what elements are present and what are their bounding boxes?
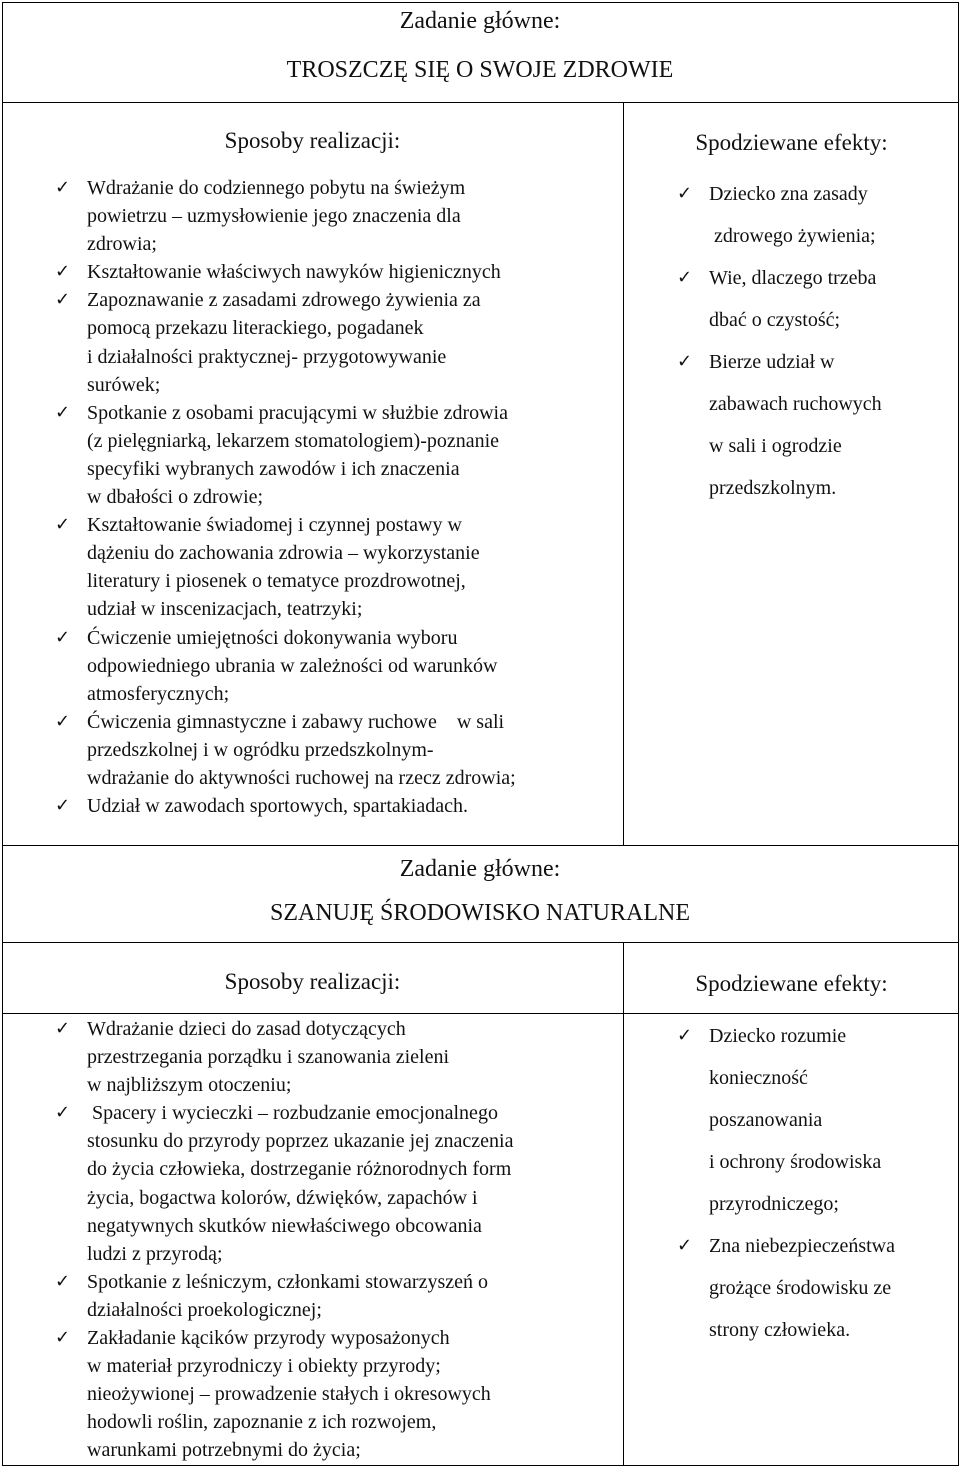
method-item-line: stosunku do przyrody poprzez ukazanie jej znaczenia xyxy=(87,1130,514,1153)
section1-title: TROSZCZĘ SIĘ O SWOJE ZDROWIE xyxy=(286,57,674,83)
method-item-line: Kształtowanie właściwych nawyków higienicznych xyxy=(87,261,501,284)
effect-item xyxy=(677,1225,957,1351)
method-item-line: nieożywionej – prowadzenie stałych i okresowych xyxy=(87,1383,491,1406)
method-item-line: odpowiedniego ubrania w zależności od warunków xyxy=(87,654,498,677)
checkmark-icon: ✓ xyxy=(55,261,71,283)
method-item xyxy=(55,286,620,398)
section1-title-label: Zadanie główne: xyxy=(399,8,561,34)
method-item xyxy=(55,399,620,511)
section1-left-header: Sposoby realizacji: xyxy=(224,128,401,153)
method-item-line: Udział w zawodach sportowych, spartakiadach. xyxy=(87,795,468,818)
method-item-line: Ćwiczenia gimnastyczne i zabawy ruchowe w sali xyxy=(87,710,505,733)
effect-item-line: i ochrony środowiska xyxy=(709,1151,882,1173)
checkmark-icon: ✓ xyxy=(677,183,693,204)
method-item-line: Zakładanie kącików przyrody wyposażonych xyxy=(87,1327,450,1350)
effect-item xyxy=(677,341,957,509)
method-item-line: Ćwiczenie umiejętności dokonywania wyboru xyxy=(87,626,458,649)
section1-column-divider xyxy=(623,102,624,846)
effect-item-line: strony człowieka. xyxy=(709,1319,851,1341)
method-item-line: do życia człowieka, dostrzeganie różnorodnych form xyxy=(87,1158,512,1181)
method-item xyxy=(55,708,620,792)
effect-item-line: zdrowego żywienia; xyxy=(709,225,876,247)
method-item xyxy=(55,174,620,258)
method-item-line: literatury i piosenek o tematyce prozdrowotnej, xyxy=(87,570,466,593)
checkmark-icon: ✓ xyxy=(55,177,71,198)
effect-item-line: Bierze udział w xyxy=(709,351,835,373)
section2-methods-list xyxy=(55,1015,620,1465)
checkmark-icon: ✓ xyxy=(677,1235,693,1256)
method-item-line: negatywnych skutków niewłaściwego obcowania xyxy=(87,1214,482,1237)
section1-title-divider xyxy=(2,102,959,103)
method-item-line: Kształtowanie świadomej i czynnej postawy w xyxy=(87,514,462,537)
checkmark-icon: ✓ xyxy=(55,710,71,732)
method-item xyxy=(55,1099,620,1268)
method-item-line: działalności proekologicznej; xyxy=(87,1298,322,1321)
section1-effects-list xyxy=(677,173,957,509)
method-item-line: warunkami potrzebnymi do życia; xyxy=(87,1439,361,1462)
effect-item xyxy=(677,257,957,341)
checkmark-icon: ✓ xyxy=(677,1025,693,1046)
effect-item-line: Dziecko zna zasady xyxy=(709,183,868,205)
method-item-line: ludzi z przyrodą; xyxy=(87,1242,223,1265)
checkmark-icon: ✓ xyxy=(55,289,71,311)
section2-effects-list xyxy=(677,1015,957,1351)
method-item xyxy=(55,511,620,623)
checkmark-icon: ✓ xyxy=(55,401,71,423)
method-item-line: Wdrażanie dzieci do zasad dotyczących xyxy=(87,1018,406,1040)
method-item-line: przedszkolnej i w ogródku przedszkolnym- xyxy=(87,738,434,761)
method-item-line: Wdrażanie do codziennego pobytu na świeżym xyxy=(87,177,466,199)
section2-header-divider xyxy=(2,1013,959,1014)
method-item-line: przestrzegania porządku i szanowania zieleni xyxy=(87,1046,450,1069)
effect-item-line: w sali i ogrodzie xyxy=(709,435,842,457)
method-item-line: surówek; xyxy=(87,373,161,396)
method-item-line: specyfiki wybranych zawodów i ich znaczenia xyxy=(87,457,460,480)
method-item-line: Spotkanie z leśniczym, członkami stowarzyszeń o xyxy=(87,1270,488,1293)
method-item-line: życia, bogactwa kolorów, dźwięków, zapachów i xyxy=(87,1186,478,1209)
section2-column-divider xyxy=(623,942,624,1466)
method-item-line: udział w inscenizacjach, teatrzyki; xyxy=(87,598,363,621)
section2-right-header: Spodziewane efekty: xyxy=(695,971,888,996)
effect-item-line: grożące środowisku ze xyxy=(709,1277,892,1299)
method-item-line: hodowli roślin, zapoznanie z ich rozwojem, xyxy=(87,1411,437,1434)
checkmark-icon: ✓ xyxy=(55,1327,71,1349)
checkmark-icon: ✓ xyxy=(55,626,71,648)
method-item-line: atmosferycznych; xyxy=(87,682,230,705)
effect-item xyxy=(677,173,957,257)
effect-item xyxy=(677,1015,957,1225)
effect-item-line: dbać o czystość; xyxy=(709,309,841,331)
method-item xyxy=(55,624,620,708)
method-item-line: w najbliższym otoczeniu; xyxy=(87,1074,292,1097)
effect-item-line: przedszkolnym. xyxy=(709,477,837,499)
method-item-line: dążeniu do zachowania zdrowia – wykorzystanie xyxy=(87,542,480,565)
checkmark-icon: ✓ xyxy=(677,351,693,372)
method-item xyxy=(55,1324,620,1464)
method-item xyxy=(55,258,620,286)
effect-item-line: zabawach ruchowych xyxy=(709,393,882,415)
section2-left-header: Sposoby realizacji: xyxy=(224,969,401,994)
checkmark-icon: ✓ xyxy=(55,795,71,817)
checkmark-icon: ✓ xyxy=(55,1102,71,1124)
checkmark-icon: ✓ xyxy=(55,514,71,536)
section2-title: SZANUJĘ ŚRODOWISKO NATURALNE xyxy=(270,900,690,926)
method-item-line: wdrażanie do aktywności ruchowej na rzecz zdrowia; xyxy=(87,766,516,789)
method-item-line: Spacery i wycieczki – rozbudzanie emocjonalnego xyxy=(87,1102,498,1125)
section2-title-label: Zadanie główne: xyxy=(399,856,561,882)
method-item xyxy=(55,1015,620,1099)
method-item-line: powietrzu – uzmysłowienie jego znaczenia dla xyxy=(87,205,461,228)
section1-right-header: Spodziewane efekty: xyxy=(695,130,888,155)
section1-methods-list xyxy=(55,174,620,820)
effect-item-line: konieczność xyxy=(709,1067,808,1089)
method-item-line: w dbałości o zdrowie; xyxy=(87,486,264,509)
effect-item-line: poszanowania xyxy=(709,1109,823,1131)
method-item-line: i działalności praktycznej- przygotowywanie xyxy=(87,345,447,368)
method-item xyxy=(55,1268,620,1324)
checkmark-icon: ✓ xyxy=(55,1018,71,1039)
effect-item-line: przyrodniczego; xyxy=(709,1193,839,1215)
method-item-line: Spotkanie z osobami pracującymi w służbie zdrowia xyxy=(87,401,508,424)
effect-item-line: Wie, dlaczego trzeba xyxy=(709,267,877,289)
checkmark-icon: ✓ xyxy=(677,267,693,288)
checkmark-icon: ✓ xyxy=(55,1270,71,1292)
method-item-line: w materiał przyrodniczy i obiekty przyrody; xyxy=(87,1355,441,1378)
effect-item-line: Dziecko rozumie xyxy=(709,1025,847,1047)
method-item-line: Zapoznawanie z zasadami zdrowego żywienia za xyxy=(87,289,481,312)
effect-item-line: Zna niebezpieczeństwa xyxy=(709,1235,896,1257)
method-item xyxy=(55,792,620,820)
method-item-line: zdrowia; xyxy=(87,233,157,256)
method-item-line: (z pielęgniarką, lekarzem stomatologiem)-poznanie xyxy=(87,429,500,452)
section2-title-divider xyxy=(2,942,959,943)
method-item-line: pomocą przekazu literackiego, pogadanek xyxy=(87,317,424,340)
